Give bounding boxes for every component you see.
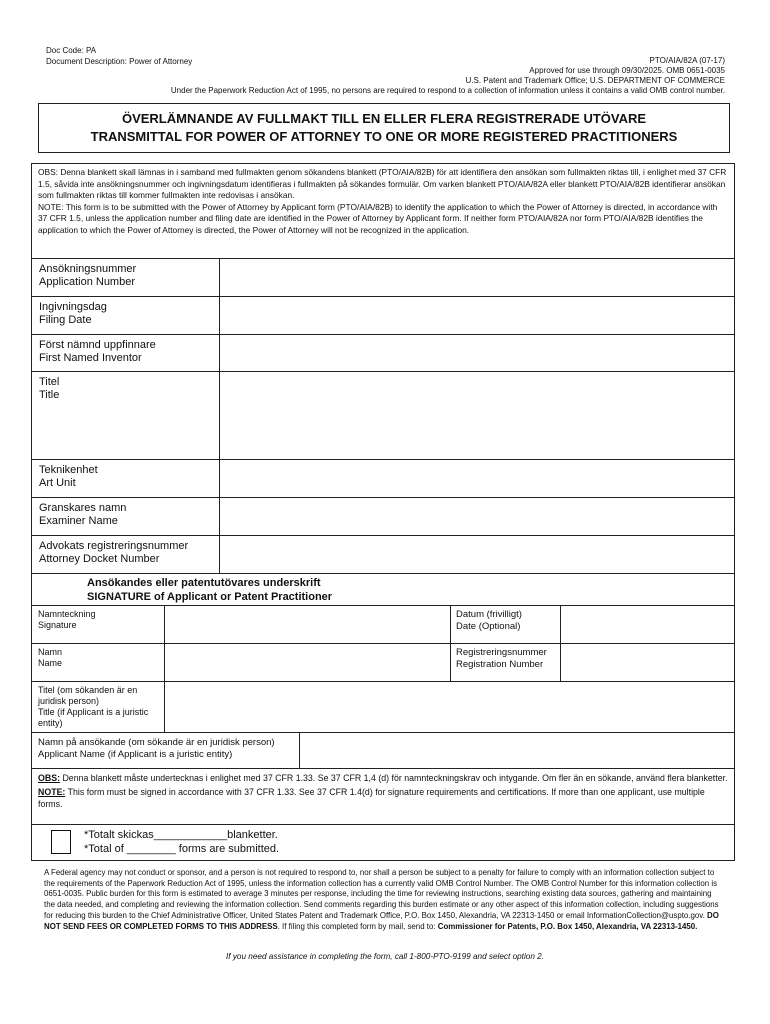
filing-date-field[interactable] — [220, 297, 734, 334]
title-swedish: ÖVERLÄMNANDE AV FULLMAKT TILL EN ELLER FLERA REGISTRERADE UTÖVARE — [121, 111, 647, 126]
paperwork-notice: Under the Paperwork Reduction Act of 1995, no persons are required to respond to a collection of information unless it contains a valid OMB control number. — [170, 86, 725, 95]
label-sv: Ansökningsnummer — [39, 263, 137, 275]
label-sv: Ingivningsdag — [39, 301, 107, 313]
label-en: Date (Optional) — [456, 621, 521, 632]
label-sv: Titel (om sökanden är en juridisk person) — [38, 685, 138, 706]
label-en: Applicant Name (if Applicant is a juristic entity) — [38, 749, 233, 760]
note-text: This form must be signed in accordance with 37 CFR 1.33. See 37 CFR 1.4(d) for signature requirements and certifications. If more than one applicant, use multiple forms. — [38, 787, 705, 809]
juristic-title-row — [32, 682, 734, 733]
registration-number-label — [451, 644, 561, 681]
date-label — [451, 606, 561, 643]
title-field[interactable] — [220, 372, 734, 459]
mailing-address: Commissioner for Patents, P.O. Box 1450, Alexandria, VA 22313-1450. — [437, 921, 698, 931]
registration-number-field[interactable] — [561, 644, 734, 681]
signature-heading-sv: Ansökandes eller patentutövares underskrift — [87, 577, 321, 589]
field-label — [32, 372, 220, 459]
signature-heading — [32, 574, 734, 606]
examiner-name-field[interactable] — [220, 498, 734, 535]
applicant-name-field[interactable] — [300, 733, 734, 768]
total-forms-checkbox[interactable] — [51, 830, 71, 854]
date-field[interactable] — [561, 606, 734, 643]
juristic-title-label — [32, 682, 165, 732]
burden-statement — [44, 868, 724, 932]
english-signature-note — [38, 786, 728, 810]
total-forms-text — [84, 828, 279, 856]
applicant-name-row — [32, 733, 734, 769]
field-row-filing-date — [32, 297, 734, 335]
doc-code: Doc Code: PA — [46, 46, 97, 55]
label-sv: Granskares namn — [39, 502, 127, 514]
note-label: NOTE: — [38, 787, 66, 797]
doc-description: Document Description: Power of Attorney — [46, 57, 193, 66]
application-number-field[interactable] — [220, 259, 734, 296]
field-label — [32, 498, 220, 535]
label-sv: Registreringsnummer — [456, 647, 547, 658]
label-en: Attorney Docket Number — [39, 553, 160, 565]
field-label — [32, 297, 220, 334]
label-sv: Först nämnd uppfinnare — [39, 339, 156, 351]
name-row — [32, 644, 734, 682]
signature-field[interactable] — [165, 606, 451, 643]
field-label — [32, 460, 220, 497]
obs-label: OBS: — [38, 773, 60, 783]
label-en: Examiner Name — [39, 515, 118, 527]
field-label — [32, 259, 220, 296]
label-sv: Advokats registreringsnummer — [39, 540, 189, 552]
field-row-first-inventor — [32, 335, 734, 372]
label-en: Art Unit — [39, 477, 76, 489]
burden-warning: DO NOT SEND FEES OR COMPLETED FORMS TO THIS ADDRESS — [44, 910, 719, 931]
approval-line: Approved for use through 09/30/2025. OMB 0651-0035 — [529, 66, 725, 75]
signature-heading-en: SIGNATURE of Applicant or Patent Practitioner — [87, 591, 333, 603]
total-forms-row — [32, 825, 734, 860]
assistance-line: If you need assistance in completing the form, call 1-800-PTO-9199 and select option 2. — [226, 952, 544, 961]
total-forms-en: *Total of ________ forms are submitted. — [84, 843, 280, 855]
label-en: Title — [39, 389, 60, 401]
docket-number-field[interactable] — [220, 536, 734, 573]
field-row-examiner-name — [32, 498, 734, 536]
field-row-docket-number — [32, 536, 734, 574]
label-en: Name — [38, 658, 63, 668]
label-sv: Namnteckning — [38, 609, 96, 619]
english-note: NOTE: This form is to be submitted with the Power of Attorney by Applicant form (PTO/AIA/82B) to identify the application to which the Power of Attorney is directed, in accordance with 37 CFR 1.5, unless the application number and filing date are identified in the Power of Attorney by Applicant form. If neither form PTO/AIA/82A nor form PTO/AIA/82B identifies the application to which the Power of Attorney is directed, the Power of Attorney will not be recognized in the application. — [38, 201, 718, 235]
art-unit-field[interactable] — [220, 460, 734, 497]
label-sv: Datum (frivilligt) — [456, 609, 522, 620]
label-sv: Namn på ansökande (om sökande är en juridisk person) — [38, 737, 275, 748]
label-sv: Teknikenhet — [39, 464, 98, 476]
burden-text: A Federal agency may not conduct or sponsor, and a person is not required to respond to, nor shall a person be subject to a penalty for failure to comply with an information collection subject to the requirements of the Paperwork Reduction Act of 1995, unless the information collection has a currently valid OMB Control Number. The OMB Control Number for this information collection is 0651-0035. Public burden for this form is estimated to average 3 minutes per response, including the time for reviewing instructions, searching existing data sources, gathering and maintaining the data needed, and completing and reviewing the information collection. Send comments regarding this burden estimate or any other aspect of this information collection, including suggestions for reducing this burden to the Chief Administrative Officer, United States Patent and Trademark Office, P.O. Box 1450, Alexandria, VA 22313-1450 or email InformationCollection@uspto.gov. — [44, 868, 719, 920]
first-inventor-field[interactable] — [220, 335, 734, 371]
field-label — [32, 536, 220, 573]
applicant-name-label — [32, 733, 300, 768]
label-en: First Named Inventor — [39, 352, 142, 364]
label-sv: Titel — [39, 376, 60, 388]
title-english: TRANSMITTAL FOR POWER OF ATTORNEY TO ONE OR MORE REGISTERED PRACTITIONERS — [90, 129, 678, 144]
total-forms-sv: *Totalt skickas____________blanketter. — [84, 829, 278, 841]
name-label — [32, 644, 165, 681]
field-label — [32, 335, 220, 371]
agency-line: U.S. Patent and Trademark Office; U.S. DEPARTMENT OF COMMERCE — [465, 76, 725, 85]
field-row-application-number — [32, 259, 734, 297]
juristic-title-field[interactable] — [165, 682, 734, 732]
instructions-notes — [32, 164, 734, 259]
obs-text: Denna blankett måste undertecknas i enlighet med 37 CFR 1.33. Se 37 CFR 1,4 (d) för namnteckningskrav och intygande. Om fler än en sökande, använd flera blanketter. — [60, 773, 728, 783]
signature-label — [32, 606, 165, 643]
label-en: Filing Date — [39, 314, 92, 326]
form-title — [38, 103, 730, 153]
label-sv: Namn — [38, 647, 63, 657]
form-number: PTO/AIA/82A (07-17) — [649, 56, 725, 65]
burden-mid: . If filing this completed form by mail, send to: — [277, 921, 438, 931]
signature-notes — [32, 769, 734, 825]
label-en: Application Number — [39, 276, 135, 288]
label-en: Registration Number — [456, 659, 544, 670]
form-body — [31, 163, 735, 861]
field-row-art-unit — [32, 460, 734, 498]
name-field[interactable] — [165, 644, 451, 681]
signature-row — [32, 606, 734, 644]
label-en: Signature — [38, 620, 77, 630]
obs-signature-note — [38, 772, 728, 784]
doc-header-right — [85, 56, 725, 96]
obs-note: OBS: Denna blankett skall lämnas in i samband med fullmakten genom sökandens blankett (PTO/AIA/82B) för att identifiera den ansökan som fullmakten riktas till, i enlighet med 37 CFR 1.5, såvida inte ansökningsnummer och ingivningsdatum identifieras i fullmakten på sökandes formulär. Om varken blankett PTO/AIA/82A eller blankett PTO/AIA/82B identifierar ansökan som fullmakten riktas till kommer fullmakten inte redovisas i ansökan. — [38, 167, 727, 200]
label-en: Title (if Applicant is a juristic entity) — [38, 707, 149, 728]
field-row-title — [32, 372, 734, 460]
